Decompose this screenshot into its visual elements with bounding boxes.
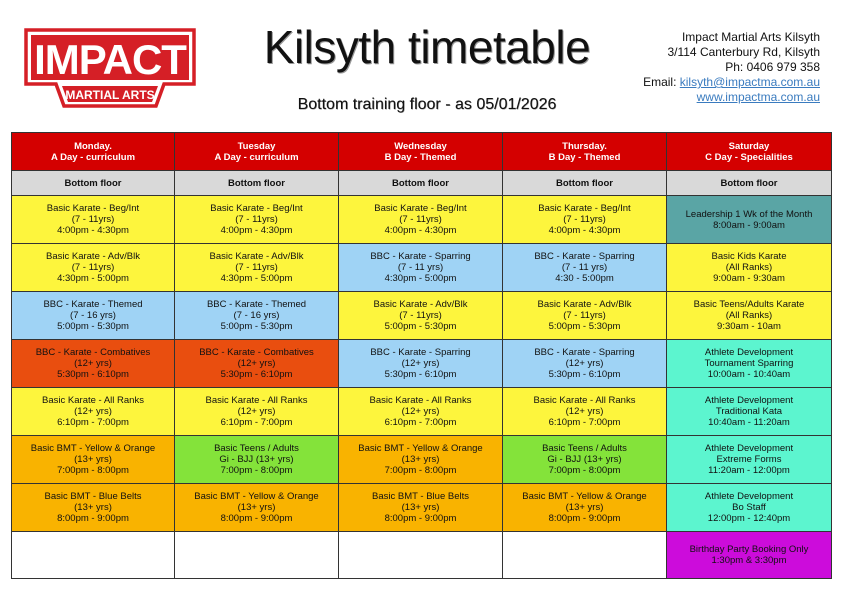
cell-line: 8:00pm - 9:00pm — [548, 513, 621, 524]
cell-line: 5:30pm - 6:10pm — [548, 369, 621, 380]
cell-line: A Day - curriculum — [50, 151, 136, 163]
cell-line: 4:30pm - 5:00pm — [220, 273, 293, 284]
class-cell — [339, 484, 503, 532]
class-cell — [667, 340, 832, 388]
cell-line: (7 - 11yrs) — [235, 262, 278, 273]
cell-line: (7 - 11 yrs) — [397, 262, 444, 273]
cell-line: Birthday Party Booking Only — [689, 544, 809, 555]
cell-line: (7 - 16 yrs) — [70, 310, 116, 321]
cell-line: (All Ranks) — [725, 310, 773, 321]
cell-line: C Day - Specialities — [705, 151, 793, 163]
class-cell — [667, 292, 832, 340]
cell-line: Athlete Development — [704, 395, 794, 406]
cell-line: 7:00pm - 8:00pm — [57, 465, 129, 476]
cell-line: (13+ yrs) — [74, 454, 112, 465]
class-cell — [339, 196, 503, 244]
class-cell — [175, 436, 339, 484]
contact-block — [643, 30, 820, 105]
cell-line: 5:00pm - 5:30pm — [548, 321, 621, 332]
class-cell — [667, 436, 832, 484]
header-row — [12, 133, 832, 171]
cell-line: (12+ yrs) — [401, 406, 440, 417]
class-cell — [503, 244, 667, 292]
cell-line: Saturday — [728, 140, 770, 152]
cell-line: (13+ yrs) — [74, 502, 112, 513]
contact-name: Impact Martial Arts Kilsyth — [681, 30, 820, 44]
cell-line: (7 - 11yrs) — [71, 214, 115, 225]
cell-line: Thursday. — [562, 140, 607, 152]
floor-label — [12, 171, 175, 196]
cell-line: 5:30pm - 6:10pm — [384, 369, 457, 380]
cell-line: 4:30pm - 5:00pm — [57, 273, 129, 284]
contact-address: 3/114 Canterbury Rd, Kilsyth — [667, 45, 820, 59]
cell-line: Basic BMT - Blue Belts — [372, 491, 469, 502]
cell-line: 4:30 - 5:00pm — [555, 273, 614, 284]
contact-website-link[interactable]: www.impactma.com.au — [696, 90, 820, 104]
cell-line: 4:00pm - 4:30pm — [57, 225, 129, 236]
cell-line: 8:00pm - 9:00pm — [57, 513, 129, 524]
cell-line: Bottom floor — [556, 177, 613, 189]
cell-line: Wednesday — [394, 140, 447, 152]
class-cell — [175, 196, 339, 244]
cell-line: (12+ yrs) — [74, 406, 112, 417]
cell-line: 9:00am - 9:30am — [713, 273, 785, 284]
day-header — [503, 133, 667, 171]
cell-line: Basic Teens / Adults — [542, 443, 627, 454]
cell-line: 1:30pm & 3:30pm — [711, 555, 787, 566]
timetable — [11, 132, 832, 579]
class-cell — [339, 532, 503, 579]
day-header — [339, 133, 503, 171]
cell-line: 12:00pm - 12:40pm — [707, 513, 791, 524]
cell-line: BBC - Karate - Themed — [43, 299, 143, 310]
cell-line: Tournament Sparring — [704, 358, 794, 369]
cell-line: Tuesday — [237, 140, 276, 152]
cell-line: BBC - Karate - Sparring — [370, 347, 471, 358]
cell-line: (12+ yrs) — [401, 358, 440, 369]
cell-line: 5:00pm - 5:30pm — [384, 321, 457, 332]
cell-line: Bottom floor — [228, 177, 285, 189]
class-cell — [503, 292, 667, 340]
impact-martial-arts-logo — [22, 26, 198, 110]
contact-email-label: Email: — [643, 75, 677, 89]
class-cell — [12, 292, 175, 340]
cell-line: Leadership 1 Wk of the Month — [685, 208, 813, 220]
class-cell — [12, 388, 175, 436]
cell-line: (7 - 11yrs) — [235, 214, 278, 225]
class-cell — [667, 388, 832, 436]
page-subtitle: Bottom training floor - as 05/01/2026 — [297, 96, 557, 113]
floor-row — [12, 171, 832, 196]
cell-line: Basic Teens / Adults — [214, 443, 299, 454]
cell-line: 4:00pm - 4:30pm — [384, 225, 457, 236]
timetable-row — [12, 340, 832, 388]
cell-line: Athlete Development — [704, 443, 794, 454]
class-cell — [175, 292, 339, 340]
cell-line: Basic BMT - Yellow & Orange — [194, 491, 319, 502]
cell-line: 6:10pm - 7:00pm — [548, 417, 621, 428]
cell-line: Basic Karate - All Ranks — [42, 395, 144, 406]
cell-line: 11:20am - 12:00pm — [708, 465, 790, 476]
class-cell — [339, 388, 503, 436]
class-cell — [667, 196, 832, 244]
day-header — [12, 133, 175, 171]
cell-line: BBC - Karate - Combatives — [35, 347, 151, 358]
timetable-row — [12, 484, 832, 532]
floor-label — [667, 171, 832, 196]
cell-line: 4:00pm - 4:30pm — [548, 225, 621, 236]
class-cell — [12, 244, 175, 292]
class-cell — [503, 436, 667, 484]
cell-line: BBC - Karate - Sparring — [370, 251, 471, 262]
cell-line: Traditional Kata — [715, 406, 783, 417]
cell-line: Basic BMT - Yellow & Orange — [358, 443, 483, 454]
class-cell — [12, 532, 175, 579]
cell-line: B Day - Themed — [384, 151, 457, 163]
cell-line: (12+ yrs) — [565, 406, 604, 417]
class-cell — [667, 532, 832, 579]
cell-line: BBC - Karate - Combatives — [199, 347, 314, 358]
cell-line: (13+ yrs) — [237, 502, 276, 513]
day-header — [175, 133, 339, 171]
cell-line: (7 - 11 yrs) — [561, 262, 608, 273]
contact-email-line — [643, 75, 820, 90]
page-title: Kilsyth timetable — [263, 21, 591, 73]
class-cell — [503, 196, 667, 244]
timetable-row — [12, 244, 832, 292]
cell-line: Athlete Development — [704, 491, 794, 502]
class-cell — [12, 484, 175, 532]
cell-line: Basic BMT - Blue Belts — [44, 491, 142, 502]
cell-line: 8:00pm - 9:00pm — [384, 513, 457, 524]
cell-line: 7:00pm - 8:00pm — [384, 465, 457, 476]
cell-line: Basic Karate - Beg/Int — [46, 203, 140, 214]
cell-line: Bottom floor — [392, 177, 449, 189]
cell-line: Extreme Forms — [716, 454, 782, 465]
cell-line: 7:00pm - 8:00pm — [548, 465, 621, 476]
cell-line: 8:00pm - 9:00pm — [220, 513, 293, 524]
cell-line: (7 - 16 yrs) — [233, 310, 280, 321]
class-cell — [503, 532, 667, 579]
class-cell — [12, 436, 175, 484]
cell-line: (All Ranks) — [725, 262, 773, 273]
cell-line: 10:40am - 11:20am — [708, 417, 790, 428]
cell-line: Basic Karate - Beg/Int — [210, 203, 303, 214]
cell-line: Bottom floor — [720, 177, 778, 189]
cell-line: 5:00pm - 5:30pm — [57, 321, 129, 332]
cell-line: 10:00am - 10:40am — [707, 369, 791, 380]
cell-line: (12+ yrs) — [74, 358, 112, 369]
floor-label — [175, 171, 339, 196]
cell-line: Basic BMT - Yellow & Orange — [522, 491, 647, 502]
cell-line: 9:30am - 10am — [717, 321, 781, 332]
cell-line: 6:10pm - 7:00pm — [57, 417, 129, 428]
day-header — [667, 133, 832, 171]
cell-line: Monday. — [74, 140, 112, 152]
cell-line: BBC - Karate - Sparring — [534, 251, 635, 262]
cell-line: 8:00am - 9:00am — [713, 219, 785, 231]
class-cell — [12, 340, 175, 388]
class-cell — [667, 244, 832, 292]
cell-line: B Day - Themed — [548, 151, 621, 163]
timetable-row — [12, 196, 832, 244]
timetable-row — [12, 436, 832, 484]
cell-line: Basic Karate - Adv/Blk — [209, 251, 304, 262]
class-cell — [175, 484, 339, 532]
cell-line: 4:00pm - 4:30pm — [220, 225, 293, 236]
cell-line: (7 - 11yrs) — [399, 214, 442, 225]
class-cell — [339, 244, 503, 292]
cell-line: Gi - BJJ (13+ yrs) — [219, 454, 294, 465]
cell-line: 4:30pm - 5:00pm — [384, 273, 457, 284]
class-cell — [175, 340, 339, 388]
class-cell — [339, 292, 503, 340]
cell-line: Gi - BJJ (13+ yrs) — [547, 454, 622, 465]
cell-line: Bottom floor — [64, 177, 122, 189]
timetable-row — [12, 388, 832, 436]
cell-line: 5:30pm - 6:10pm — [220, 369, 293, 380]
cell-line: (7 - 11yrs) — [563, 214, 606, 225]
cell-line: Basic Karate - Beg/Int — [538, 203, 631, 214]
class-cell — [175, 532, 339, 579]
timetable-row — [12, 292, 832, 340]
cell-line: (13+ yrs) — [565, 502, 604, 513]
cell-line: Basic Karate - Adv/Blk — [373, 299, 468, 310]
cell-line: Basic Karate - All Ranks — [205, 395, 308, 406]
class-cell — [503, 340, 667, 388]
cell-line: (7 - 11yrs) — [563, 310, 606, 321]
class-cell — [175, 388, 339, 436]
logo-main-text: IMPACT — [34, 36, 186, 83]
cell-line: Basic Teens/Adults Karate — [693, 299, 805, 310]
cell-line: BBC - Karate - Sparring — [534, 347, 635, 358]
logo-sub-text: MARTIAL ARTS — [65, 88, 155, 102]
contact-email-link[interactable]: kilsyth@impactma.com.au — [679, 75, 820, 89]
class-cell — [667, 484, 832, 532]
class-cell — [175, 244, 339, 292]
class-cell — [503, 388, 667, 436]
cell-line: (12+ yrs) — [565, 358, 604, 369]
cell-line: (13+ yrs) — [401, 502, 440, 513]
floor-label — [503, 171, 667, 196]
contact-phone: Ph: 0406 979 358 — [725, 60, 820, 74]
cell-line: Basic BMT - Yellow & Orange — [30, 443, 156, 454]
cell-line: (7 - 11yrs) — [399, 310, 442, 321]
cell-line: A Day - curriculum — [214, 151, 299, 163]
cell-line: Basic Kids Karate — [711, 251, 787, 262]
class-cell — [339, 436, 503, 484]
cell-line: 5:30pm - 6:10pm — [57, 369, 129, 380]
cell-line: 5:00pm - 5:30pm — [220, 321, 293, 332]
cell-line: (12+ yrs) — [237, 358, 276, 369]
cell-line: BBC - Karate - Themed — [206, 299, 307, 310]
cell-line: Basic Karate - Adv/Blk — [46, 251, 140, 262]
floor-label — [339, 171, 503, 196]
cell-line: (13+ yrs) — [401, 454, 440, 465]
cell-line: Basic Karate - Beg/Int — [374, 203, 467, 214]
cell-line: Athlete Development — [704, 347, 794, 358]
cell-line: 6:10pm - 7:00pm — [220, 417, 293, 428]
cell-line: Basic Karate - All Ranks — [533, 395, 636, 406]
cell-line: 6:10pm - 7:00pm — [384, 417, 457, 428]
class-cell — [12, 196, 175, 244]
cell-line: Bo Staff — [732, 502, 766, 513]
cell-line: 7:00pm - 8:00pm — [220, 465, 293, 476]
class-cell — [503, 484, 667, 532]
cell-line: (12+ yrs) — [237, 406, 276, 417]
cell-line: (7 - 11yrs) — [71, 262, 115, 273]
class-cell — [339, 340, 503, 388]
timetable-row — [12, 532, 832, 579]
cell-line: Basic Karate - All Ranks — [369, 395, 472, 406]
cell-line: Basic Karate - Adv/Blk — [537, 299, 632, 310]
